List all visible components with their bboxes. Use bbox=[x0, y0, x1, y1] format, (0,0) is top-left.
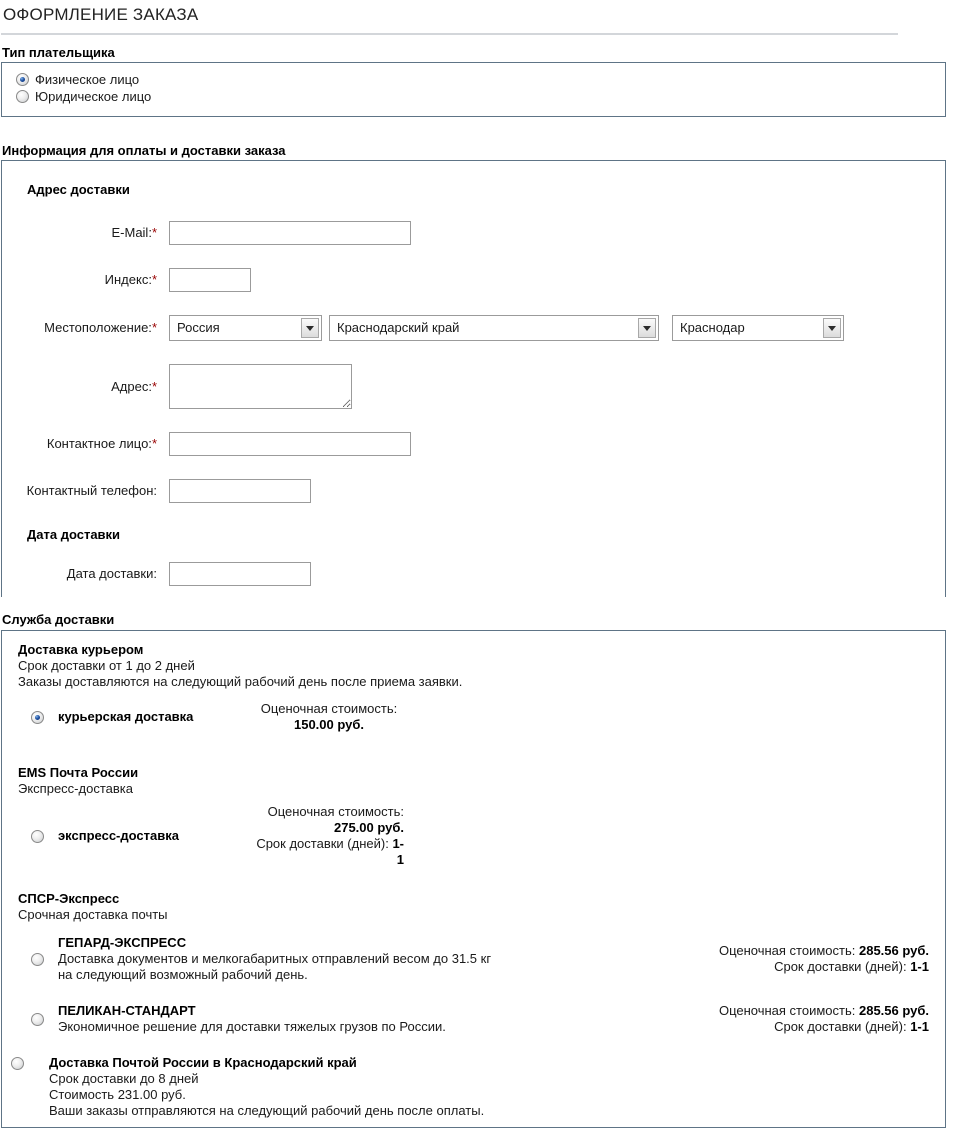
gepard-option-description-line: Доставка документов и мелкогабаритных отправлений весом до 31.5 кг bbox=[58, 951, 492, 966]
courier-option-label: курьерская доставка bbox=[58, 709, 194, 724]
pelikan-radio[interactable] bbox=[31, 1013, 44, 1026]
ems-group-title: EMS Почта России bbox=[18, 765, 139, 780]
required-asterisk: * bbox=[151, 320, 157, 335]
contact-phone-input[interactable] bbox=[169, 479, 311, 503]
payer-type-heading: Тип плательщика bbox=[2, 45, 115, 60]
required-asterisk: * bbox=[151, 436, 157, 451]
city-select[interactable] bbox=[672, 315, 844, 341]
contact-phone-row bbox=[17, 479, 945, 503]
gepard-option-row bbox=[18, 935, 929, 983]
delivery-date-label: Дата доставки: bbox=[66, 566, 157, 581]
courier-group-subtitle-line: Заказы доставляются на следующий рабочий день после приема заявки. bbox=[18, 674, 463, 689]
russian-post-radio[interactable] bbox=[11, 1057, 24, 1070]
country-select-arrow-button[interactable] bbox=[301, 318, 319, 338]
location-row bbox=[17, 315, 945, 341]
city-select-arrow-button[interactable] bbox=[823, 318, 841, 338]
contact-person-label: Контактное лицо:* bbox=[46, 436, 157, 451]
address-row bbox=[17, 364, 945, 409]
term-line: Срок доставки (дней): 1-1 bbox=[774, 959, 929, 974]
country-select[interactable] bbox=[169, 315, 322, 341]
delivery-service-heading: Служба доставки bbox=[2, 612, 115, 627]
express-option-row bbox=[18, 804, 929, 868]
gepard-radio[interactable] bbox=[31, 953, 44, 966]
address-label: Адрес:* bbox=[111, 378, 157, 394]
contact-person-input[interactable] bbox=[169, 432, 411, 456]
title-divider bbox=[1, 33, 898, 35]
email-label: E-Mail:* bbox=[111, 225, 157, 240]
cost-value: 150.00 руб. bbox=[293, 717, 364, 732]
pelikan-option-description-line: Экономичное решение для доставки тяжелых грузов по России. bbox=[58, 1019, 446, 1034]
region-select[interactable] bbox=[329, 315, 659, 341]
email-input[interactable] bbox=[169, 221, 411, 245]
courier-radio[interactable] bbox=[31, 711, 44, 724]
legal-entity-radio-label[interactable]: Юридическое лицо bbox=[35, 88, 152, 104]
address-textarea[interactable] bbox=[169, 364, 352, 409]
gepard-option-label: ГЕПАРД-ЭКСПРЕСС bbox=[58, 935, 187, 950]
spsr-group-title: СПСР-Экспресс bbox=[18, 891, 120, 906]
pelikan-option-label: ПЕЛИКАН-СТАНДАРТ bbox=[58, 1003, 196, 1018]
pelikan-option-row bbox=[18, 1003, 929, 1035]
cost-line: Оценочная стоимость: 285.56 руб. bbox=[718, 943, 929, 958]
express-option-label: экспресс-доставка bbox=[58, 828, 179, 843]
chevron-down-icon bbox=[643, 326, 651, 331]
postcode-input[interactable] bbox=[169, 268, 251, 292]
page-title: ОФОРМЛЕНИЕ ЗАКАЗА bbox=[3, 5, 199, 24]
email-row bbox=[17, 221, 945, 245]
payer-option-individual[interactable] bbox=[15, 71, 945, 88]
courier-group-title: Доставка курьером bbox=[18, 642, 144, 657]
courier-option-row bbox=[18, 701, 929, 733]
gepard-option-description-line: на следующий возможный рабочий день. bbox=[58, 967, 308, 982]
cost-label: Оценочная стоимость: bbox=[267, 804, 404, 819]
delivery-service-box bbox=[1, 630, 946, 1128]
delivery-date-row bbox=[17, 562, 945, 586]
location-label: Местоположение:* bbox=[44, 320, 157, 335]
chevron-down-icon bbox=[828, 326, 836, 331]
payer-option-legal-entity[interactable] bbox=[15, 88, 945, 105]
region-select-value: Краснодарский край bbox=[337, 320, 460, 335]
postcode-label: Индекс:* bbox=[104, 272, 157, 287]
russian-post-description-line: Срок доставки до 8 дней bbox=[49, 1071, 199, 1086]
chevron-down-icon bbox=[306, 326, 314, 331]
gepard-option-text bbox=[58, 935, 491, 983]
russian-post-option-label: Доставка Почтой России в Краснодарский край bbox=[49, 1055, 357, 1070]
russian-post-description-line: Ваши заказы отправляются на следующий рабочий день после оплаты. bbox=[49, 1103, 485, 1118]
cost-value: 275.00 руб. bbox=[333, 820, 404, 835]
order-info-heading: Информация для оплаты и доставки заказа bbox=[2, 143, 286, 158]
region-select-arrow-button[interactable] bbox=[638, 318, 656, 338]
courier-cost-block bbox=[254, 701, 404, 733]
individual-radio[interactable] bbox=[16, 73, 29, 86]
required-asterisk: * bbox=[151, 378, 157, 394]
required-asterisk: * bbox=[151, 225, 157, 240]
legal-entity-radio[interactable] bbox=[16, 90, 29, 103]
russian-post-description-line: Стоимость 231.00 руб. bbox=[49, 1087, 186, 1102]
postcode-row bbox=[17, 268, 945, 292]
courier-group-subtitle-line: Срок доставки от 1 до 2 дней bbox=[18, 658, 195, 673]
contact-phone-label: Контактный телефон: bbox=[26, 483, 157, 498]
pelikan-option-text bbox=[58, 1003, 446, 1035]
country-select-value: Россия bbox=[177, 320, 220, 335]
required-asterisk: * bbox=[151, 272, 157, 287]
contact-person-row bbox=[17, 432, 945, 456]
address-section-title: Адрес доставки bbox=[27, 182, 130, 197]
cost-label: Оценочная стоимость: bbox=[260, 701, 398, 716]
russian-post-option-row bbox=[18, 1055, 929, 1119]
order-info-box bbox=[1, 160, 946, 597]
ems-group-subtitle-line: Экспресс-доставка bbox=[18, 781, 133, 796]
express-radio[interactable] bbox=[31, 830, 44, 843]
russian-post-option-text bbox=[49, 1055, 484, 1119]
cost-line: Оценочная стоимость: 285.56 руб. bbox=[718, 1003, 929, 1018]
term-line: Срок доставки (дней): 1-1 bbox=[256, 836, 404, 867]
gepard-cost-block bbox=[719, 943, 929, 975]
term-line: Срок доставки (дней): 1-1 bbox=[774, 1019, 929, 1034]
spsr-group-subtitle-line: Срочная доставка почты bbox=[18, 907, 168, 922]
pelikan-cost-block bbox=[719, 1003, 929, 1035]
city-select-value: Краснодар bbox=[680, 320, 745, 335]
payer-type-box bbox=[1, 62, 946, 117]
express-cost-block bbox=[254, 804, 404, 868]
delivery-date-section-title: Дата доставки bbox=[27, 527, 121, 542]
individual-radio-label[interactable]: Физическое лицо bbox=[35, 71, 140, 87]
delivery-date-input[interactable] bbox=[169, 562, 311, 586]
